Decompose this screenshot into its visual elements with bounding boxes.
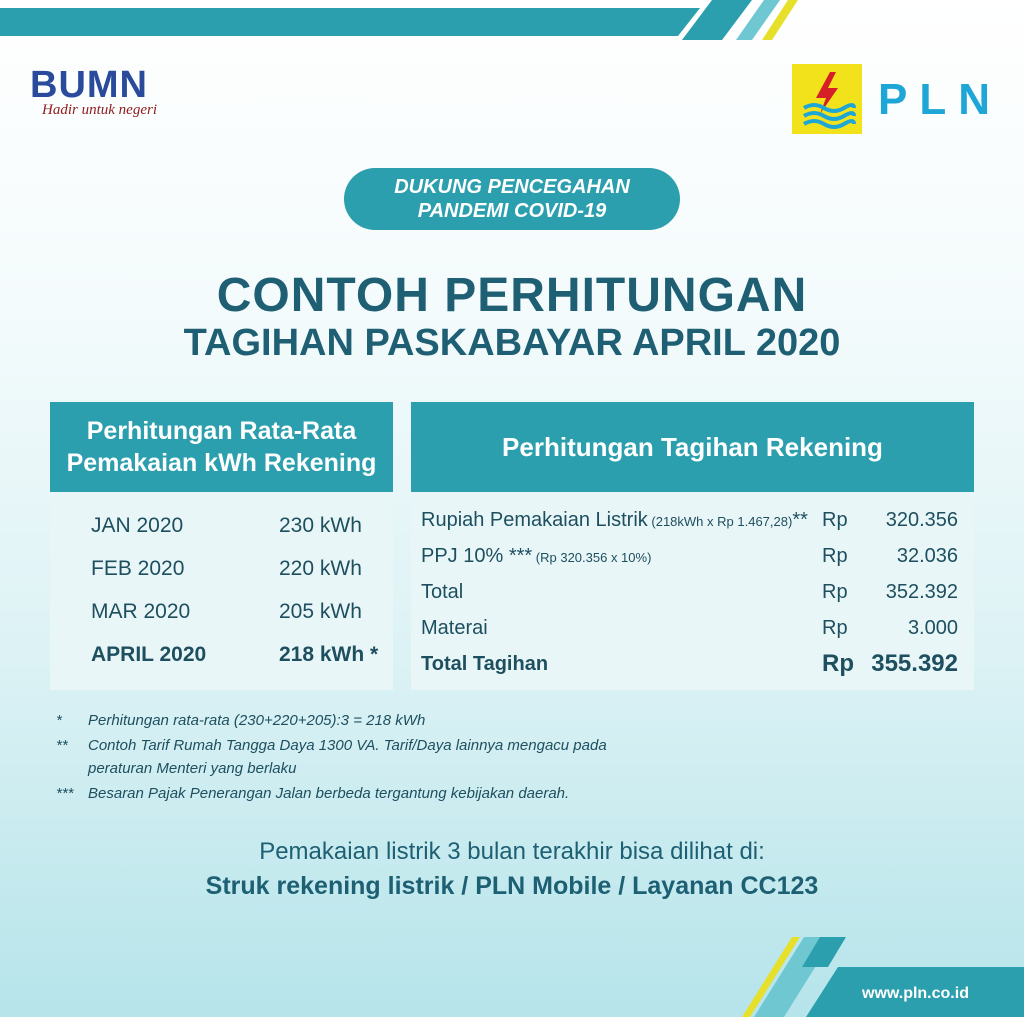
usage-month: APRIL 2020	[91, 643, 207, 666]
pln-logo-text: PLN	[878, 75, 1002, 124]
bill-currency: Rp	[822, 650, 854, 677]
bill-row	[421, 581, 961, 611]
bill-label-text: PPJ 10% ***	[421, 545, 533, 567]
footnote-text: Perhitungan rata-rata (230+220+205):3 = 218 kWh	[88, 712, 426, 729]
bill-label-note: (218kWh x Rp 1.467,28)	[647, 514, 793, 529]
usage-value: 218 kWh *	[279, 643, 379, 666]
pln-emblem-icon	[792, 64, 862, 134]
info-line: Pemakaian listrik 3 bulan terakhir bisa dilihat di:	[259, 838, 765, 865]
usage-value: 205 kWh	[279, 600, 362, 623]
bill-label-note: (Rp 320.356 x 10%)	[532, 550, 652, 565]
bill-currency: Rp	[822, 581, 848, 603]
footnote-marker: **	[56, 737, 68, 754]
usage-month: FEB 2020	[91, 557, 185, 580]
footnote	[56, 759, 296, 779]
bill-total-label: Total Tagihan	[421, 653, 549, 675]
bill-row	[421, 509, 961, 539]
bill-amount: 320.356	[885, 509, 958, 531]
usage-value: 230 kWh	[279, 514, 362, 537]
bill-total-row	[421, 650, 961, 683]
bill-row-label	[421, 509, 808, 532]
bill-row-label: Materai	[421, 617, 488, 639]
average-usage-header-line-1: Perhitungan Rata-Rata	[86, 417, 357, 445]
website-link[interactable]: www.pln.co.id	[862, 985, 969, 1002]
bill-total-amount: 355.392	[871, 650, 958, 677]
bill-label-mark: **	[792, 509, 808, 531]
covid-campaign-badge	[344, 168, 680, 230]
badge-line-1: DUKUNG PENCEGAHAN	[394, 176, 630, 198]
usage-row	[91, 514, 391, 544]
average-usage-header-line-2: Pemakaian kWh Rekening	[66, 449, 377, 477]
bill-amount: 352.392	[885, 581, 958, 603]
usage-value: 220 kWh	[279, 557, 362, 580]
usage-month: JAN 2020	[91, 514, 184, 537]
badge-line-2: PANDEMI COVID-19	[417, 200, 607, 222]
footnote-marker: *	[56, 712, 62, 729]
bumn-logo	[30, 66, 200, 136]
bill-currency: Rp	[822, 509, 848, 531]
bill-row-label	[421, 545, 651, 568]
page-title: CONTOH PERHITUNGAN	[216, 269, 808, 322]
average-usage-panel	[50, 402, 393, 690]
top-stripe-decoration	[0, 0, 1024, 40]
footnote	[56, 736, 607, 756]
footnote-text: Besaran Pajak Penerangan Jalan berbeda tergantung kebijakan daerah.	[88, 785, 570, 802]
average-usage-header	[50, 402, 393, 492]
bumn-tagline: Hadir untuk negeri	[42, 102, 157, 118]
bill-calculation-header: Perhitungan Tagihan Rekening	[411, 402, 974, 492]
bill-currency: Rp	[822, 617, 848, 639]
bill-amount: 3.000	[907, 617, 958, 639]
usage-row	[91, 600, 391, 630]
bumn-logo-text: BUMN	[30, 64, 148, 106]
footnote-text: Contoh Tarif Rumah Tangga Daya 1300 VA. Tarif/Daya lainnya mengacu pada	[88, 737, 607, 754]
bill-amount: 32.036	[896, 545, 958, 567]
footnote-text: peraturan Menteri yang berlaku	[88, 760, 297, 777]
info-channels: Struk rekening listrik / PLN Mobile / Layanan CC123	[205, 872, 819, 900]
bill-row	[421, 545, 961, 575]
page-subtitle: TAGIHAN PASKABAYAR APRIL 2020	[183, 322, 841, 364]
pln-logo	[792, 64, 1002, 136]
footnote	[56, 784, 569, 804]
usage-month: MAR 2020	[91, 600, 191, 623]
bill-label-text: Rupiah Pemakaian Listrik	[421, 509, 648, 531]
usage-row	[91, 557, 391, 587]
footnote	[56, 711, 425, 731]
bill-row	[421, 617, 961, 647]
bill-currency: Rp	[822, 545, 848, 567]
usage-row-current	[91, 643, 391, 673]
bill-row-label: Total	[421, 581, 464, 603]
footnote-marker: ***	[56, 785, 74, 802]
bill-calculation-panel	[411, 402, 974, 690]
